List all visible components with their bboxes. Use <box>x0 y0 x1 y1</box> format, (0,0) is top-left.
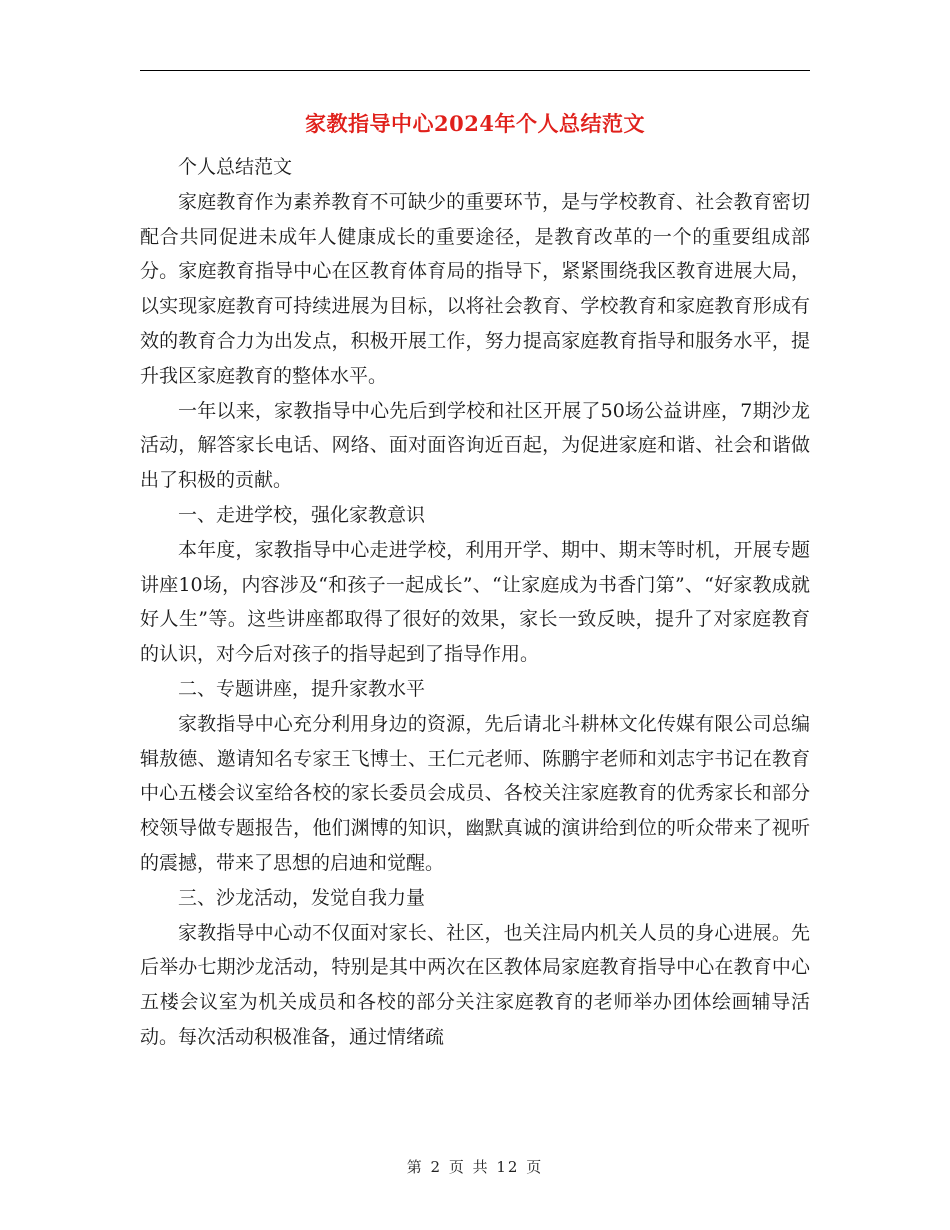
section-heading-1: 一、走进学校，强化家教意识 <box>178 503 426 526</box>
document-body <box>140 150 810 1055</box>
section-heading-3: 三、沙龙活动，发觉自我力量 <box>178 886 426 909</box>
paragraph-section-1: 本年度，家教指导中心走进学校，利用开学、期中、期末等时机，开展专题讲座10场，内容涉及“和孩子一起成长”、“让家庭成为书香门第”、“好家教成就好人生”等。这些讲座都取得了很好的效果，家长一致反映，提升了对家庭教育的认识，对今后对孩子的指导起到了指导作用。 <box>140 538 810 666</box>
header-rule <box>140 70 810 71</box>
paragraph-subtitle: 个人总结范文 <box>178 156 293 178</box>
paragraph-summary: 一年以来，家教指导中心先后到学校和社区开展了50场公益讲座，7期沙龙活动，解答家长电话、网络、面对面咨询近百起，为促进家庭和谐、社会和谐做出了积极的贡献。 <box>140 399 810 492</box>
paragraph-section-2: 家教指导中心充分利用身边的资源，先后请北斗耕林文化传媒有限公司总编辑敖德、邀请知名专家王飞博士、王仁元老师、陈鹏宇老师和刘志宇书记在教育中心五楼会议室给各校的家长委员会成员、各校关注家庭教育的优秀家长和部分校领导做专题报告，他们渊博的知识，幽默真诚的演讲给到位的听众带来了视听的震撼，带来了思想的启迪和觉醒。 <box>140 712 810 874</box>
paragraph-intro: 家庭教育作为素养教育不可缺少的重要环节，是与学校教育、社会教育密切配合共同促进未成年人健康成长的重要途径，是教育改革的一个的重要组成部分。家庭教育指导中心在区教育体育局的指导下，紧紧围绕我区教育进展大局，以实现家庭教育可持续进展为目标，以将社会教育、学校教育和家庭教育形成有效的教育合力为出发点，积极开展工作，努力提高家庭教育指导和服务水平，提升我区家庭教育的整体水平。 <box>140 190 810 387</box>
page-number-footer: 第 2 页 共 12 页 <box>406 1158 544 1176</box>
document-title: 家教指导中心2024年个人总结范文 <box>305 111 645 136</box>
section-heading-2: 二、专题讲座，提升家教水平 <box>178 677 426 700</box>
paragraph-section-3: 家教指导中心动不仅面对家长、社区，也关注局内机关人员的身心进展。先后举办七期沙龙活动，特别是其中两次在区教体局家庭教育指导中心在教育中心五楼会议室为机关成员和各校的部分关注家庭教育的老师举办团体绘画辅导活动。每次活动积极准备，通过情绪疏 <box>140 921 810 1048</box>
